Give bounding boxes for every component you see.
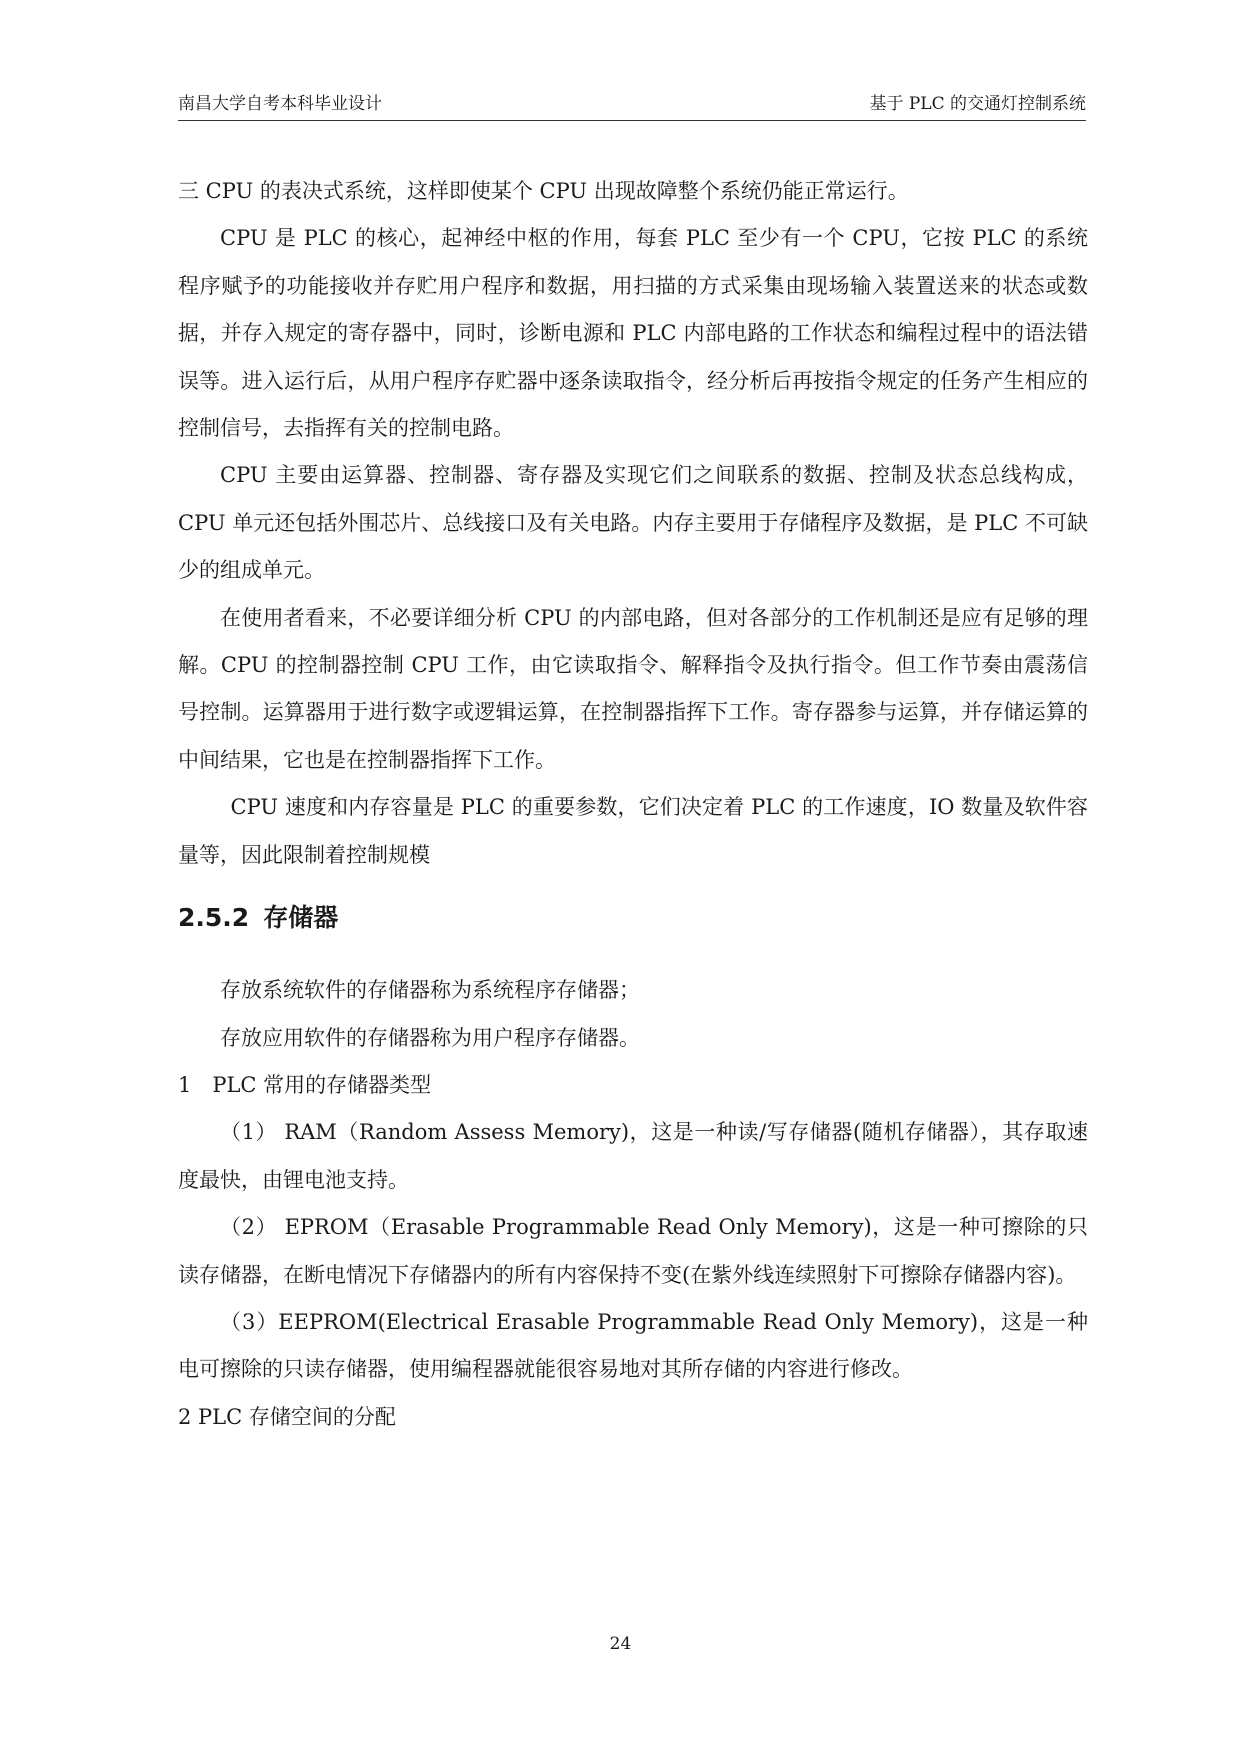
paragraph: 存放应用软件的存储器称为用户程序存储器。 <box>220 1025 640 1050</box>
section-heading <box>178 903 1088 933</box>
page-body <box>178 168 1088 1441</box>
list-title: 2 PLC 存储空间的分配 <box>178 1404 396 1429</box>
paragraph: CPU 是 PLC 的核心，起神经中枢的作用，每套 PLC 至少有一个 CPU，它按 PLC 的系统程序赋予的功能接收并存贮用户程序和数据，用扫描的方式采集由现场输入装置送来的状态或数据，并存入规定的寄存器中，同时，诊断电源和 PLC 内部电路的工作状态和编程过程中的语法错误等。进入运行后，从用户程序存贮器中逐条读取指令，经分析后再按指令规定的任务产生相应的控制信号，去指挥有关的控制电路。 <box>178 226 1088 441</box>
paragraph: CPU 主要由运算器、控制器、寄存器及实现它们之间联系的数据、控制及状态总线构成，CPU 单元还包括外围芯片、总线接口及有关电路。内存主要用于存储程序及数据，是 PLC 不可缺少的组成单元。 <box>178 463 1088 583</box>
page-number: 24 <box>609 1634 632 1654</box>
section-number: 2.5.2 <box>178 903 250 933</box>
header-right-text: 基于 PLC 的交通灯控制系统 <box>869 94 1086 114</box>
list-title: 1 PLC 常用的存储器类型 <box>178 1072 432 1097</box>
section-title: 存储器 <box>263 903 339 933</box>
header-left-text: 南昌大学自考本科毕业设计 <box>178 94 382 114</box>
page-header <box>178 94 1086 122</box>
header-divider <box>178 120 1086 121</box>
paragraph: 在使用者看来，不必要详细分析 CPU 的内部电路，但对各部分的工作机制还是应有足够的理解。CPU 的控制器控制 CPU 工作，由它读取指令、解释指令及执行指令。但工作节奏由震荡信号控制。运算器用于进行数字或逻辑运算，在控制器指挥下工作。寄存器参与运算，并存储运算的中间结果，它也是在控制器指挥下工作。 <box>178 605 1088 772</box>
paragraph: CPU 速度和内存容量是 PLC 的重要参数，它们决定着 PLC 的工作速度，IO 数量及软件容量等，因此限制着控制规模 <box>178 795 1088 867</box>
paragraph: 存放系统软件的存储器称为系统程序存储器； <box>220 978 640 1003</box>
list-item: （3）EEPROM(Electrical Erasable Programmable Read Only Memory)，这是一种电可擦除的只读存储器，使用编程器就能很容易地对其所存储的内容进行修改。 <box>178 1309 1088 1382</box>
list-item: （2） EPROM（Erasable Programmable Read Only Memory)，这是一种可擦除的只读存储器，在断电情况下存储器内的所有内容保持不变(在紫外线连续照射下可擦除存储器内容)。 <box>178 1215 1088 1287</box>
list-item: （1） RAM（Random Assess Memory)，这是一种读/写存储器(随机存储器），其存取速度最快，由锂电池支持。 <box>178 1120 1088 1192</box>
paragraph: 三 CPU 的表决式系统，这样即使某个 CPU 出现故障整个系统仍能正常运行。 <box>178 179 909 203</box>
